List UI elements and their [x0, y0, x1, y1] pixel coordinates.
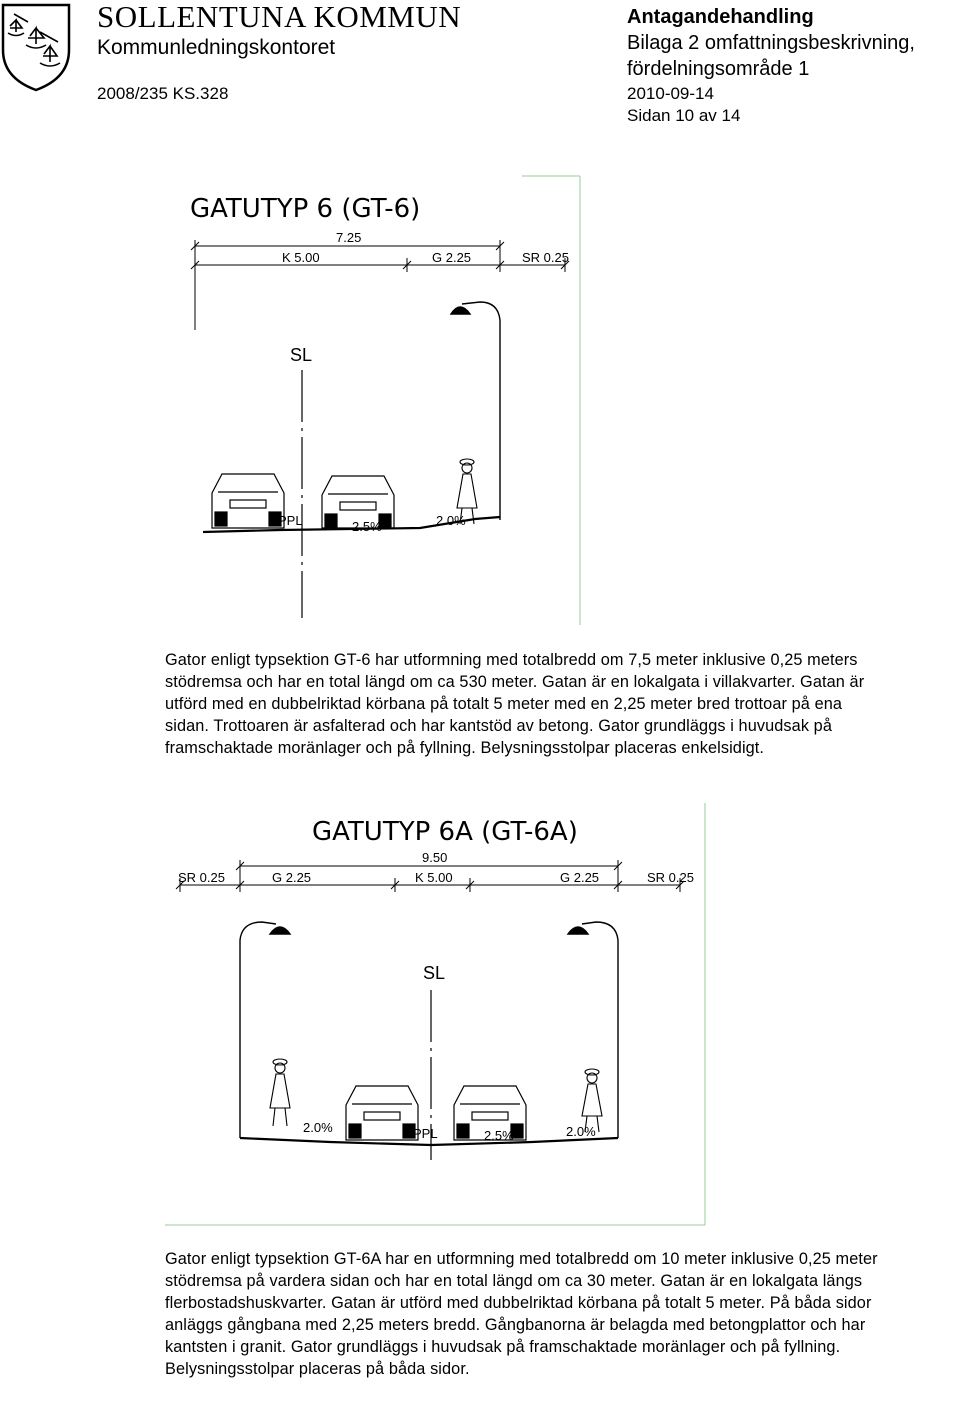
gt6-road-slope: 2.5% — [352, 519, 382, 534]
gt6a-title: GATUTYP 6A (GT-6A) — [312, 817, 578, 847]
gt6a-carriageway-width: K 5.00 — [415, 870, 453, 885]
pedestrian-icon — [582, 1069, 602, 1132]
gt6a-left-verge-width: SR 0.25 — [178, 870, 225, 885]
gt6a-centerline-label: SL — [423, 963, 446, 983]
gt6-sidewalk-width: G 2.25 — [432, 250, 472, 265]
municipal-coat-of-arms-logo — [0, 2, 72, 92]
gt6a-right-sidewalk-slope: 2.0% — [566, 1124, 596, 1139]
street-lamp-icon — [240, 922, 290, 1138]
gt6-verge-width: SR 0.25 — [522, 250, 569, 265]
page-number: Sidan 10 av 14 — [627, 106, 741, 125]
gt6-title: GATUTYP 6 (GT-6) — [190, 194, 421, 224]
gt6-ppl-label: PPL — [278, 513, 303, 528]
gt6a-total-width: 9.50 — [422, 850, 448, 865]
gt6-description: Gator enligt typsektion GT-6 har utformning med totalbredd om 7,5 meter inklusive 0,25 meters stödremsa och har en total längd om ca 530 meter. Gatan är en lokalgata i villakvarter. Gatan är utförd med en dubbelriktad körbana på totalt 5 meter med en 2,25 meter bred trottoar på ena sidan. Trottoaren är asfalterad och har kantstöd av betong. Gator grundläggs i huvudsak på framschaktade moränlager och på fyllning. Belysningsstolpar placeras enkelsidigt. — [165, 651, 865, 757]
organization-name: SOLLENTUNA KOMMUN — [97, 0, 462, 34]
gt6a-right-sidewalk-width: G 2.25 — [560, 870, 600, 885]
street-lamp-icon — [451, 302, 500, 520]
gt6-carriageway-width: K 5.00 — [282, 250, 320, 265]
gt6a-road-slope: 2.5% — [484, 1128, 514, 1143]
reference-number: 2008/235 KS.328 — [97, 84, 229, 103]
gt6a-ppl-label: PPL — [413, 1126, 438, 1141]
gt6a-description: Gator enligt typsektion GT-6A har en utformning med totalbredd om 10 meter inklusive 0,25 meter stödremsa på vardera sidan och har en total längd om ca 30 meter. Gatan är en lokalgata längs flerbostadshuskvarter. Gatan är utförd med dubbelriktad körbana på totalt 5 meter. På båda sidor anläggs gångbana med 2,25 meters bredd. Gångbanorna är belagda med betongplattor och har kantsten i granit. Gator grundläggs i huvudsak på framschaktade moränlager och på fyllning. Belysningsstolpar placeras på båda sidor. — [165, 1250, 878, 1378]
document-subtitle-line2: fördelningsområde 1 — [627, 58, 810, 80]
gt6a-cross-section-drawing — [160, 800, 720, 1230]
document-subtitle-line1: Bilaga 2 omfattningsbeskrivning, — [627, 32, 915, 54]
gt6-sidewalk-slope: 2.0% — [436, 513, 466, 528]
car-icon — [212, 474, 284, 528]
gt6a-left-sidewalk-slope: 2.0% — [303, 1120, 333, 1135]
department-name: Kommunledningskontoret — [97, 36, 336, 59]
document-status-title: Antagandehandling — [627, 6, 814, 28]
pedestrian-icon — [270, 1059, 290, 1126]
gt6a-left-sidewalk-width: G 2.25 — [272, 870, 312, 885]
gt6-centerline-label: SL — [290, 345, 313, 365]
gt6-cross-section-drawing — [160, 170, 590, 630]
document-date: 2010-09-14 — [627, 84, 714, 103]
gt6a-right-verge-width: SR 0.25 — [647, 870, 694, 885]
car-icon — [346, 1086, 418, 1140]
gt6-total-width: 7.25 — [336, 230, 362, 245]
street-lamp-icon — [568, 922, 618, 1138]
